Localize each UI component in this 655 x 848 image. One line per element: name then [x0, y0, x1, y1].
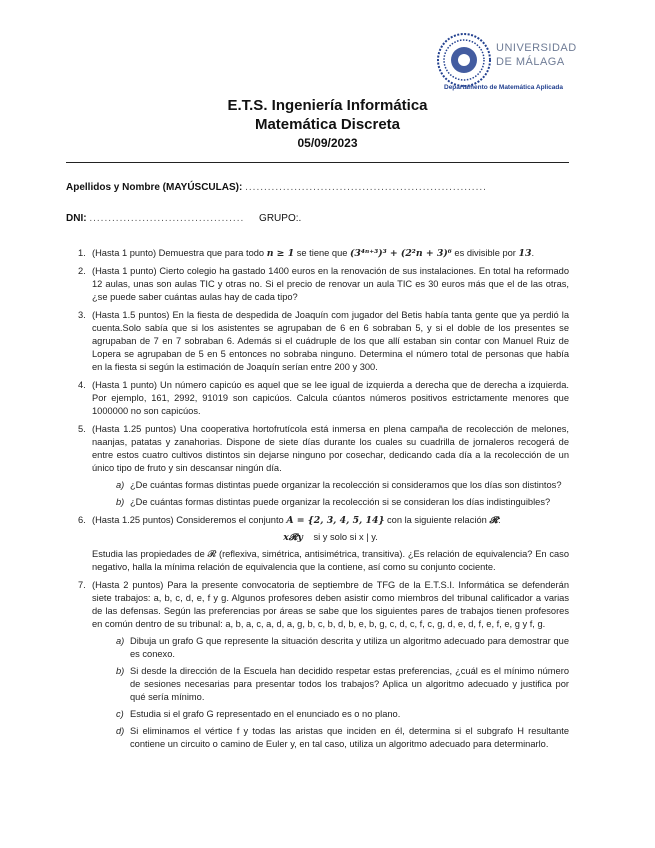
problem-item: [66, 423, 569, 509]
subquestion-letter: a): [116, 636, 125, 646]
subquestion-text: Dibuja un grafo G que represente la situación descrita y utiliza un algoritmo adecuado para demostrar que es conexo.: [130, 636, 569, 659]
subquestion: [92, 665, 569, 704]
name-dots: ................................................................: [245, 182, 487, 193]
subquestion-letter: b): [116, 666, 125, 676]
university-seal-icon: [436, 32, 492, 88]
subquestion: [92, 479, 569, 492]
math-expr: 13: [518, 248, 532, 259]
problem-list: [66, 247, 569, 756]
problem-text: (Hasta 1.25 puntos) Una cooperativa hortofrutícola está inmersa en plena campaña de recolección de melones, naanjas, patatas y zanahorias. Dispone de siete días durante los cuales su cuadrilla de jornaleros recogerá de entre estos cuatro cultivos distintos sin dejarse ninguno por cosechar, dedicando cada día a la recolección de un único tipo de fruto y sin descansar ningún día.: [92, 424, 569, 473]
problem-item: [66, 247, 569, 260]
subquestion-letter: d): [116, 726, 125, 736]
problem-text: :: [498, 515, 501, 525]
problem-number: 1.: [78, 248, 86, 258]
math-expr: A = {2, 3, 4, 5, 14}: [286, 515, 385, 526]
problem-text: (Hasta 1.25 puntos) Consideremos el conjunto: [92, 515, 287, 525]
problem-item: [66, 579, 569, 751]
problem-text: es divisible por: [451, 248, 519, 258]
dni-field[interactable]: [66, 213, 301, 224]
dni-label: DNI:: [66, 213, 87, 224]
header-divider: [66, 162, 569, 163]
group-label: GRUPO:.: [259, 213, 302, 224]
math-expr: n ≥ 1: [266, 248, 295, 259]
subquestion-text: ¿De cuántas formas distintas puede organizar la recolección si consideramos que los días son distintos?: [130, 480, 562, 490]
problem-text: Estudia las propiedades de 𝓡 (reflexiva, simétrica, antisimétrica, transitiva). ¿Es relación de equivalencia? En caso negativo, halla la mínima relación de equivalencia que la contiene, así como su conjunto cociente.: [92, 549, 569, 572]
problem-number: 3.: [78, 310, 86, 320]
dni-dots: .........................................: [89, 213, 245, 224]
subquestion-text: Estudia si el grafo G representado en el enunciado es o no plano.: [130, 709, 401, 719]
problem-text: (Hasta 1 punto) Un número capicúo es aquel que se lee igual de izquierda a derecha que de derecha a izquierda. Por ejemplo, 161, 2992, 91019 son capicúos. Calcula cúantos números positivos estrictamente menores que 1000000 no son capicúos.: [92, 380, 569, 416]
subquestion-text: Si desde la dirección de la Escuela han decidido respetar estas preferencias, ¿cuál es el mínimo número de sesiones necesarias para presentar todos los trabajos? Aplica un algoritmo adecuado y justifica por qué sería mínimo.: [130, 666, 569, 702]
name-label: Apellidos y Nombre (MAYÚSCULAS):: [66, 182, 243, 193]
subquestion: [92, 725, 569, 751]
university-logo: [436, 28, 596, 94]
subquestion-text: Si eliminamos el vértice f y todas las aristas que inciden en él, determina si el subgrafo H resultante contiene un circuito o camino de Euler y, en tal caso, utiliza un algoritmo adecuado para determinarlo.: [130, 726, 569, 749]
subquestion-letter: b): [116, 497, 125, 507]
university-name-line2: DE MÁLAGA: [496, 56, 565, 68]
subquestion-letter: c): [116, 709, 124, 719]
problem-number: 5.: [78, 424, 86, 434]
problem-text: se tiene que: [294, 248, 351, 258]
subject-title: Matemática Discreta: [254, 116, 401, 133]
math-expr: 𝓡: [489, 515, 499, 526]
problem-text: (Hasta 1 punto) Cierto colegio ha gastado 1400 euros en la renovación de sus instalaciones. En total ha reformado 12 aulas, unas son aulas TIC y otras no. Si el precio de renovar un aula TIC es 30 euros más que el de las otras, ¿se puede saber cuántas aulas hay de cada tipo?: [92, 266, 569, 302]
math-expr: (3⁴ⁿ⁺³)³ + (2²n + 3)⁶: [350, 248, 452, 259]
problem-number: 7.: [78, 580, 86, 590]
school-title: E.T.S. Ingeniería Informática: [227, 97, 428, 114]
problem-number: 4.: [78, 380, 86, 390]
problem-item: [66, 379, 569, 418]
subquestion-text: ¿De cuántas formas distintas puede organizar la recolección si se consideran los días indistinguibles?: [130, 497, 551, 507]
problem-text: .: [531, 248, 535, 258]
exam-titles: [60, 96, 595, 152]
problem-item: [66, 265, 569, 304]
relation-text: si y solo si x | y.: [313, 532, 378, 542]
problem-number: 2.: [78, 266, 86, 276]
subquestion: [92, 635, 569, 661]
relation-definition: [92, 531, 569, 544]
math-expr: x𝓡y: [283, 532, 303, 543]
problem-text: con la siguiente relación: [384, 515, 490, 525]
problem-number: 6.: [78, 515, 86, 525]
problem-text: (Hasta 2 puntos) Para la presente convocatoria de septiembre de TFG de la E.T.S.I. Informática se defenderán siete trabajos: a, b, c, d, e, f y g. Algunos profesores deben asistir como miembros del tribunal calificador a varias de las defensas. Según las preferencias por áreas se sabe que los siguientes pares de trabajos tienen profesores en común dentro de su tribunal: a, b, a, c, a, d, a, g, b, c, b, d, b, e, b, g, c, d, c, f, c, g, d, e, d, f, e, f, e, g y f, g.: [92, 580, 569, 629]
subquestion: [92, 708, 569, 721]
problem-text: (Hasta 1 punto) Demuestra que para todo: [92, 248, 267, 258]
university-name-line1: UNIVERSIDAD: [496, 42, 577, 54]
exam-date: 05/09/2023: [297, 136, 358, 150]
department-name: Departamento de Matemática Aplicada: [444, 84, 563, 91]
subquestion: [92, 496, 569, 509]
name-field[interactable]: [66, 182, 487, 193]
problem-item: [66, 309, 569, 374]
problem-text: (Hasta 1.5 puntos) En la fiesta de despedida de Joaquín com jugador del Betis había tanta gente que ya perdió la cuenta.Solo sabía que si los asistentes se agrupaban de 6 en 6 sobraban 5, y si el doble de los presentes se agrupaban de 7 en 7 sobraban 6. Además si el cuádruple de los que allí estaban sin contar con Manuel Ruiz de Lopera se agrupaban de 5 en 5 entonces no sobraba ninguno. Determina el número total de personas que había en la fiesta si según la estimación de Joaquín serían entre 200 y 300.: [92, 310, 569, 372]
subquestion-letter: a): [116, 480, 125, 490]
problem-item: [66, 514, 569, 574]
